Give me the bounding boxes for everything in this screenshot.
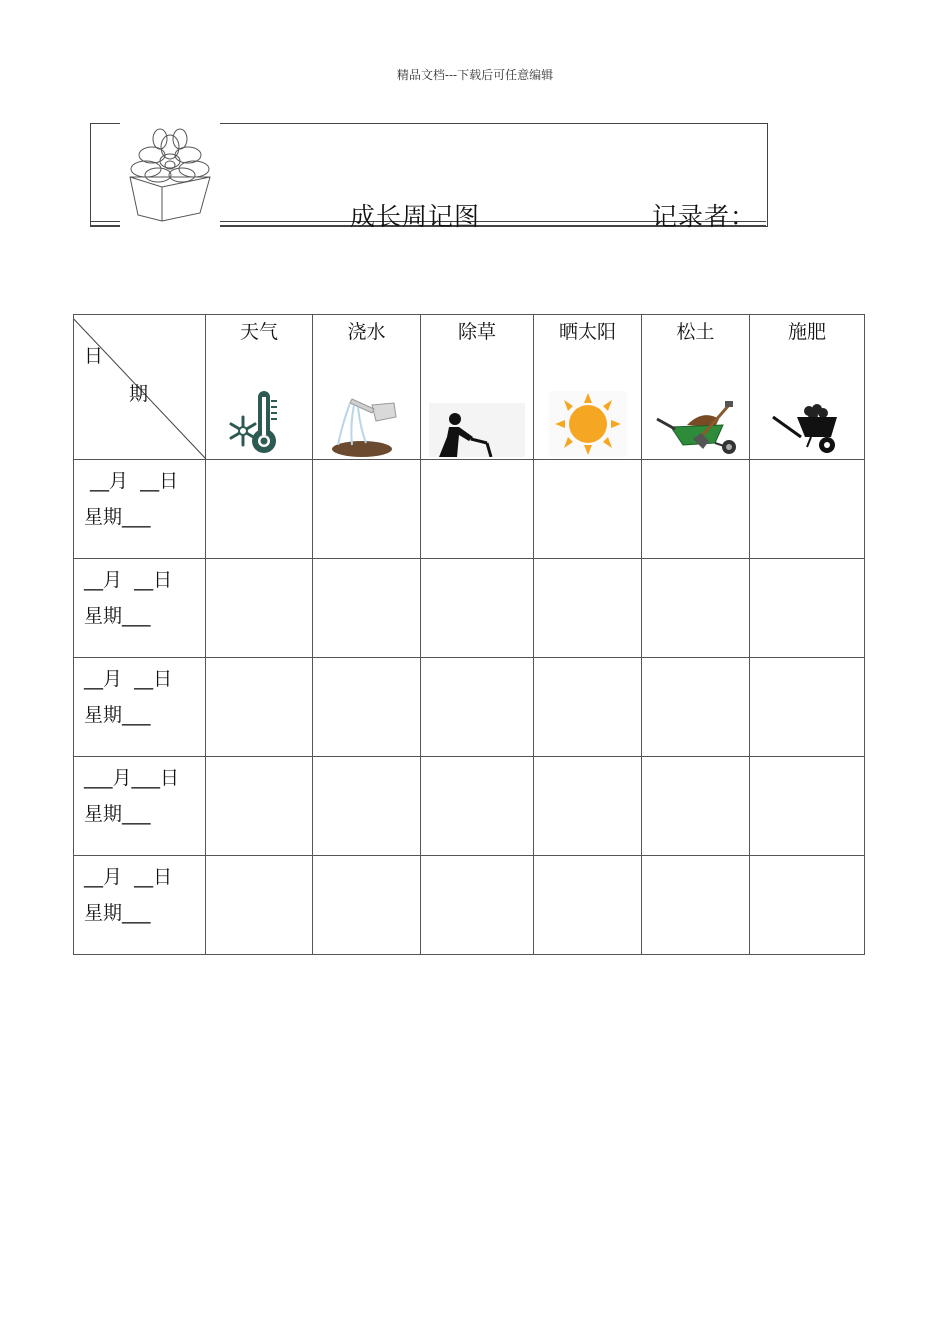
column-header-sunbathe xyxy=(534,315,642,460)
date-cell xyxy=(74,757,206,856)
corner-label-bottom: 期 xyxy=(129,383,149,405)
date-cell xyxy=(74,559,206,658)
entry-cell[interactable] xyxy=(642,460,750,559)
entry-cell[interactable] xyxy=(421,460,534,559)
entry-cell[interactable] xyxy=(421,757,534,856)
sun-icon xyxy=(549,391,627,457)
title-banner xyxy=(90,123,768,231)
entry-cell[interactable] xyxy=(421,559,534,658)
column-header-fertilize xyxy=(750,315,865,460)
table-row xyxy=(74,856,865,955)
table-row xyxy=(74,460,865,559)
entry-cell[interactable] xyxy=(313,460,421,559)
column-label: 天气 xyxy=(239,321,278,343)
entry-cell[interactable] xyxy=(206,856,313,955)
entry-cell[interactable] xyxy=(534,559,642,658)
column-label: 松土 xyxy=(676,321,715,343)
entry-cell[interactable] xyxy=(750,658,865,757)
entry-cell[interactable] xyxy=(642,658,750,757)
date-label: __月 __日 xyxy=(84,569,173,591)
entry-cell[interactable] xyxy=(750,757,865,856)
recorder-label: 记录者： xyxy=(652,202,757,231)
column-header-watering xyxy=(313,315,421,460)
entry-cell[interactable] xyxy=(206,757,313,856)
weekday-label: 星期___ xyxy=(84,506,151,528)
wheelbarrow-shovel-icon xyxy=(653,397,739,457)
weekday-label: 星期___ xyxy=(84,704,151,726)
weeding-person-icon xyxy=(429,403,525,457)
entry-cell[interactable] xyxy=(534,757,642,856)
date-label: __月 __日 xyxy=(84,470,179,492)
column-label: 晒太阳 xyxy=(558,321,616,343)
watermark-text: 精品文档---下载后可任意编辑 xyxy=(396,68,554,82)
entry-cell[interactable] xyxy=(206,658,313,757)
entry-cell[interactable] xyxy=(642,559,750,658)
weekday-label: 星期___ xyxy=(84,605,151,627)
entry-cell[interactable] xyxy=(642,856,750,955)
date-label: __月 __日 xyxy=(84,866,173,888)
growth-log-table xyxy=(73,314,865,955)
thermometer-snowflake-icon xyxy=(229,387,289,457)
table-row xyxy=(74,658,865,757)
page-title: 成长周记图 xyxy=(350,202,481,231)
table-row xyxy=(74,757,865,856)
entry-cell[interactable] xyxy=(313,757,421,856)
column-label: 浇水 xyxy=(347,321,386,343)
entry-cell[interactable] xyxy=(313,559,421,658)
entry-cell[interactable] xyxy=(750,559,865,658)
wheelbarrow-fertilizer-icon xyxy=(771,401,843,457)
entry-cell[interactable] xyxy=(421,658,534,757)
entry-cell[interactable] xyxy=(206,460,313,559)
date-cell xyxy=(74,658,206,757)
weekday-label: 星期___ xyxy=(84,902,151,924)
table-row xyxy=(74,559,865,658)
column-header-loosen-soil xyxy=(642,315,750,460)
entry-cell[interactable] xyxy=(206,559,313,658)
column-label: 施肥 xyxy=(787,321,826,343)
corner-label-top: 日 xyxy=(84,345,104,367)
column-label: 除草 xyxy=(457,321,496,343)
table-header-row xyxy=(74,315,865,460)
date-label: ___月___日 xyxy=(84,767,180,789)
entry-cell[interactable] xyxy=(534,460,642,559)
entry-cell[interactable] xyxy=(313,856,421,955)
entry-cell[interactable] xyxy=(534,856,642,955)
corner-cell xyxy=(74,315,206,460)
entry-cell[interactable] xyxy=(750,460,865,559)
entry-cell[interactable] xyxy=(750,856,865,955)
entry-cell[interactable] xyxy=(313,658,421,757)
entry-cell[interactable] xyxy=(534,658,642,757)
date-cell xyxy=(74,460,206,559)
date-cell xyxy=(74,856,206,955)
watering-can-icon xyxy=(332,395,402,457)
date-label: __月 __日 xyxy=(84,668,173,690)
entry-cell[interactable] xyxy=(642,757,750,856)
weekday-label: 星期___ xyxy=(84,803,151,825)
succulent-plant-icon xyxy=(122,125,218,223)
column-header-weeding xyxy=(421,315,534,460)
column-header-weather xyxy=(206,315,313,460)
entry-cell[interactable] xyxy=(421,856,534,955)
